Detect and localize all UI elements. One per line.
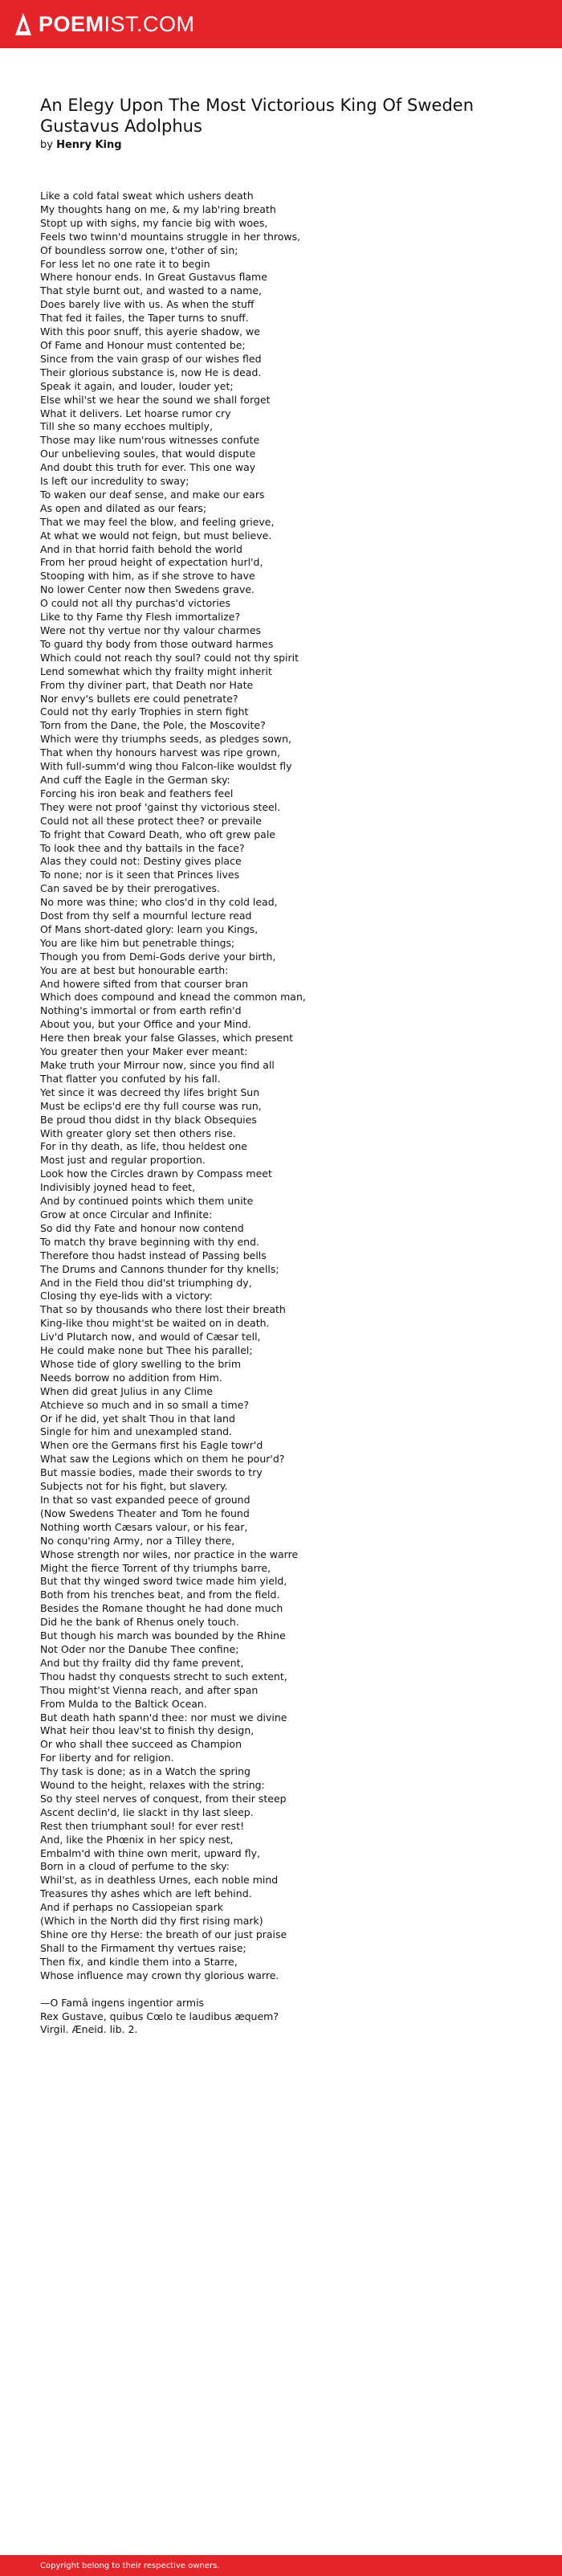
poem-line: And howere sifted from that courser bran	[40, 977, 249, 990]
poem-line: Their glorious substance is, now He is dead.	[40, 366, 262, 378]
poem-line: Till she so many ecchoes multiply,	[40, 420, 213, 433]
poem-line: Subjects not for his fight, but slavery.	[40, 1480, 228, 1493]
poem-line: What saw the Legions which on them he pour'd?	[40, 1453, 285, 1466]
poem-line: Which does compound and knead the common man,	[40, 991, 306, 1004]
poem-line: Might the fierce Torrent of thy triumphs barre,	[40, 1561, 271, 1574]
poem-line: Alas they could not: Destiny gives place	[40, 855, 242, 868]
poem-line: Shine ore thy Herse: the breath of our just praise	[40, 1928, 287, 1940]
poem-line: Indivisibly joyned head to feet,	[40, 1181, 196, 1194]
poem-line: And cuff the Eagle in the German sky:	[40, 773, 230, 786]
poem-line: Therefore thou hadst instead of Passing bells	[40, 1249, 267, 1261]
poem-line: Treasures thy ashes which are left behind.	[40, 1887, 252, 1900]
poem-line: And but thy frailty did thy fame prevent,	[40, 1656, 244, 1669]
poem-line: Of boundless sorrow one, t'other of sin;	[40, 243, 238, 256]
main-content	[0, 95, 562, 2037]
poem-line: For in thy death, as life, thou heldest one	[40, 1140, 247, 1153]
poem-line: The Drums and Cannons thunder for thy knells;	[40, 1262, 279, 1275]
poem-line: Nor envy's bullets ere could penetrate?	[40, 692, 238, 705]
poem-line: That flatter you confuted by his fall.	[40, 1072, 221, 1085]
poem-line: Nothing's immortal or from earth refin'd	[40, 1004, 242, 1017]
copyright-text: Copyright belong to their respective owners.	[40, 2561, 220, 2570]
poem-line: Whil'st, as in deathless Urnes, each noble mind	[40, 1874, 279, 1887]
poem-line: To fright that Coward Death, who oft grew pale	[40, 828, 275, 840]
poem-line: You greater then your Maker ever meant:	[40, 1045, 248, 1058]
poem-line: And doubt this truth for ever. This one way	[40, 461, 256, 474]
poem-line: So thy steel nerves of conquest, from their steep	[40, 1792, 287, 1805]
poem-line: About you, but your Office and your Mind.	[40, 1018, 251, 1031]
poem-line: You are like him but penetrable things;	[40, 936, 235, 949]
poem-line: To none; nor is it seen that Princes lives	[40, 869, 240, 881]
poem-line: Born in a cloud of perfume to the sky:	[40, 1860, 230, 1873]
poem-line: When ore the Germans first his Eagle towr'd	[40, 1439, 263, 1452]
poem-line: From her proud height of expectation hurl'd,	[40, 556, 263, 569]
poem-line: Though you from Demi-Gods derive your birth,	[40, 950, 276, 963]
poem-line: No more was thine; who clos'd in thy cold lead,	[40, 896, 278, 909]
poem-line: So did thy Fate and honour now contend	[40, 1221, 244, 1234]
poem-line: And by continued points which them unite	[40, 1195, 254, 1208]
poem-line: Thou might'st Vienna reach, and after span	[40, 1683, 259, 1696]
poem-line: To waken our deaf sense, and make our ears	[40, 488, 265, 501]
poem-line: For liberty and for religion.	[40, 1752, 174, 1764]
site-footer	[0, 2555, 562, 2576]
poem-line: When did great Julius in any Clime	[40, 1384, 214, 1397]
poem-line: Then fix, and kindle them into a Starre,	[40, 1955, 238, 1968]
poem-line: To guard thy body from those outward harmes	[40, 637, 274, 650]
poem-line: Like a cold fatal sweat which ushers death	[40, 190, 254, 202]
poem-line: Stopt up with sighs, my fancie big with woes,	[40, 216, 268, 229]
poem-line: And in that horrid faith behold the world	[40, 542, 242, 555]
poem-line: He could make none but Thee his parallel;	[40, 1344, 253, 1357]
author-name[interactable]: Henry King	[56, 139, 122, 151]
poem-line: Atchieve so much and in so small a time?	[40, 1398, 250, 1411]
poem-line: Speak it again, and louder, louder yet;	[40, 379, 234, 392]
poem-line: Liv'd Plutarch now, and would of Cæsar tell,	[40, 1331, 261, 1343]
poem-line: Thou hadst thy conquests strecht to such extent,	[40, 1670, 287, 1683]
poem-line: With greater glory set then others rise.	[40, 1126, 236, 1139]
poem-line: That style burnt out, and wasted to a name,	[40, 284, 262, 297]
poem-line: At what we would not feign, but must believe.	[40, 529, 272, 542]
poem-line: Thy task is done; as in a Watch the spring	[40, 1765, 250, 1778]
poem-line: From Mulda to the Baltick Ocean.	[40, 1697, 207, 1710]
poem-line: Look how the Circles drawn by Compass meet	[40, 1167, 272, 1180]
poem-line: Those may like num'rous witnesses confute	[40, 434, 260, 447]
poem-line: That when thy honours harvest was ripe grown,	[40, 746, 281, 759]
poem-line: Forcing his iron beak and feathers feel	[40, 787, 234, 799]
poem-line: Since from the vain grasp of our wishes fled	[40, 352, 262, 365]
epigraph-line: —O Famâ ingens ingentior armis	[40, 1996, 205, 2009]
poem-line: Lend somewhat which thy frailty might inherit	[40, 664, 272, 677]
poem-line: Were not thy vertue nor thy valour charmes	[40, 624, 262, 636]
poem-line: Where honour ends. In Great Gustavus flame	[40, 271, 267, 284]
poem-line: Whose tide of glory swelling to the brim	[40, 1357, 242, 1370]
poem-line: Or if he did, yet shalt Thou in that land	[40, 1412, 235, 1425]
poem-line: Nothing worth Cæsars valour, or his fear,	[40, 1520, 248, 1533]
poem-line: Dost from thy self a mournful lecture read	[40, 910, 252, 922]
poem-line: (Now Swedens Theater and Tom he found	[40, 1507, 250, 1519]
poem-line: Be proud thou didst in thy black Obsequies	[40, 1113, 257, 1126]
poem-line: Wound to the height, relaxes with the string:	[40, 1779, 265, 1792]
site-logo[interactable]	[39, 12, 195, 37]
poem-line: That so by thousands who there lost their breath	[40, 1303, 286, 1316]
poem-line: Most just and regular proportion.	[40, 1154, 206, 1167]
poem-line: Yet since it was decreed thy lifes bright Sun	[40, 1086, 260, 1098]
poem-line: To match thy brave beginning with thy end.	[40, 1235, 260, 1248]
poem-line: That fed it failes, the Taper turns to snuff.	[40, 312, 249, 325]
poem-body	[40, 190, 522, 1983]
poem-line: Shall to the Firmament thy vertues raise;	[40, 1941, 246, 1954]
poem-line: Of Mans short-dated glory: learn you Kings,	[40, 922, 259, 935]
poem-line: Ascent declin'd, lie slackt in thy last sleep.	[40, 1805, 254, 1818]
poem-line: Feels two twinn'd mountains struggle in her throws,	[40, 230, 301, 243]
logo-light-text: IST.COM	[104, 11, 195, 36]
site-header	[0, 0, 562, 48]
poem-line: Our unbelieving soules, that would dispute	[40, 448, 256, 460]
poem-line: With this poor snuff, this ayerie shadow, we	[40, 325, 260, 338]
poem-line: Could not all these protect thee? or prevaile	[40, 814, 262, 827]
poem-line: Does barely live with us. As when the stuff	[40, 298, 255, 311]
poem-line: Needs borrow no addition from Him.	[40, 1371, 222, 1384]
epigraph-line: Rex Gustave, quibus Cœlo te laudibus æquem?	[40, 2010, 279, 2022]
poem-line: From thy diviner part, that Death nor Hate	[40, 678, 254, 691]
poem-line: Or who shall thee succeed as Champion	[40, 1738, 242, 1751]
poem-line: King-like thou might'st be waited on in death.	[40, 1317, 270, 1330]
poem-line: Did he the bank of Rhenus onely touch.	[40, 1616, 239, 1629]
poem-line: Closing thy eye-lids with a victory:	[40, 1290, 213, 1302]
poem-line: And if perhaps no Cassiopeian spark	[40, 1901, 223, 1914]
poem-line: My thoughts hang on me, & my lab'ring breath	[40, 202, 276, 215]
poem-line: Is left our incredulity to sway;	[40, 475, 189, 488]
poem-line: Grow at once Circular and Infinite:	[40, 1208, 213, 1221]
poem-title: An Elegy Upon The Most Victorious King Of Sweden Gustavus Adolphus	[40, 96, 474, 136]
poem-line: Which were thy triumphs seeds, as pledges sown,	[40, 733, 291, 746]
epigraph-line: Virgil. Æneid. lib. 2.	[40, 2023, 138, 2036]
poem-line: Whose strength nor wiles, nor practice in the warre	[40, 1548, 299, 1560]
byline-prefix: by	[40, 139, 53, 151]
poem-line: Which could not reach thy soul? could not thy spirit	[40, 651, 299, 664]
poem-line: Stooping with him, as if she strove to have	[40, 570, 255, 583]
poem-line: What it delivers. Let hoarse rumor cry	[40, 407, 231, 419]
poem-line: Rest then triumphant soul! for ever rest!	[40, 1819, 245, 1832]
poem-line: Embalm'd with thine own merit, upward fly,	[40, 1846, 260, 1859]
poem-line: Here then break your false Glasses, which present	[40, 1032, 294, 1045]
poem-line: That we may feel the blow, and feeling grieve,	[40, 515, 275, 528]
poem-line: Single for him and unexampled stand.	[40, 1425, 233, 1438]
poem-line: You are at best but honourable earth:	[40, 963, 229, 976]
poem-line: Whose influence may crown thy glorious warre.	[40, 1969, 279, 1981]
poem-line: For less let no one rate it to begin	[40, 257, 210, 270]
poem-line: Like to thy Fame thy Flesh immortalize?	[40, 611, 241, 624]
poemist-logo-icon[interactable]	[14, 12, 32, 36]
poem-line: As open and dilated as our fears;	[40, 501, 207, 514]
poem-line: What heir thou leav'st to finish thy design,	[40, 1724, 255, 1737]
poem-line: To look thee and thy battails in the face?	[40, 841, 245, 854]
byline	[40, 139, 522, 151]
poem-line: And in the Field thou did'st triumphing dy,	[40, 1276, 252, 1289]
poem-line: Else whil'st we hear the sound we shall forget	[40, 393, 271, 406]
poem-line: No conqu'ring Army, nor a Tilley there,	[40, 1534, 235, 1547]
poem-line: Must be eclips'd ere thy full course was run,	[40, 1099, 262, 1112]
poem-line: O could not all thy purchas'd victories	[40, 597, 230, 610]
poem-line: Can saved be by their prerogatives.	[40, 882, 220, 895]
poem-line: Both from his trenches beat, and from the field.	[40, 1589, 280, 1601]
poem-line: But death hath spann'd thee: nor must we divine	[40, 1711, 287, 1723]
poem-line: Of Fame and Honour must contented be;	[40, 338, 246, 351]
poem-line: (Which in the North did thy first rising mark)	[40, 1915, 263, 1928]
poem-line: Make truth your Mirrour now, since you find all	[40, 1059, 275, 1071]
poem-line: Not Oder nor the Danube Thee confine;	[40, 1642, 239, 1655]
poem-line: With full-summ'd wing thou Falcon-like wouldst fly	[40, 760, 292, 773]
poem-line: In that so vast expanded peece of ground	[40, 1494, 250, 1506]
poem-line: But that thy winged sword twice made him yield,	[40, 1575, 287, 1588]
poem-line: And, like the Phœnix in her spicy nest,	[40, 1833, 234, 1846]
poem-epigraph	[40, 1997, 522, 2038]
poem-line: No lower Center now then Swedens grave.	[40, 583, 255, 596]
poem-line: Torn from the Dane, the Pole, the Moscovite?	[40, 719, 266, 732]
poem-line: But massie bodies, made their swords to try	[40, 1466, 263, 1479]
logo-bold-text: POEM	[39, 11, 104, 36]
poem-line: But though his march was bounded by the Rhine	[40, 1629, 286, 1642]
poem-line: They were not proof 'gainst thy victorious steel.	[40, 800, 281, 813]
poem-line: Could not thy early Trophies in stern fight	[40, 705, 249, 718]
poem-line: Besides the Romane thought he had done much	[40, 1602, 283, 1615]
